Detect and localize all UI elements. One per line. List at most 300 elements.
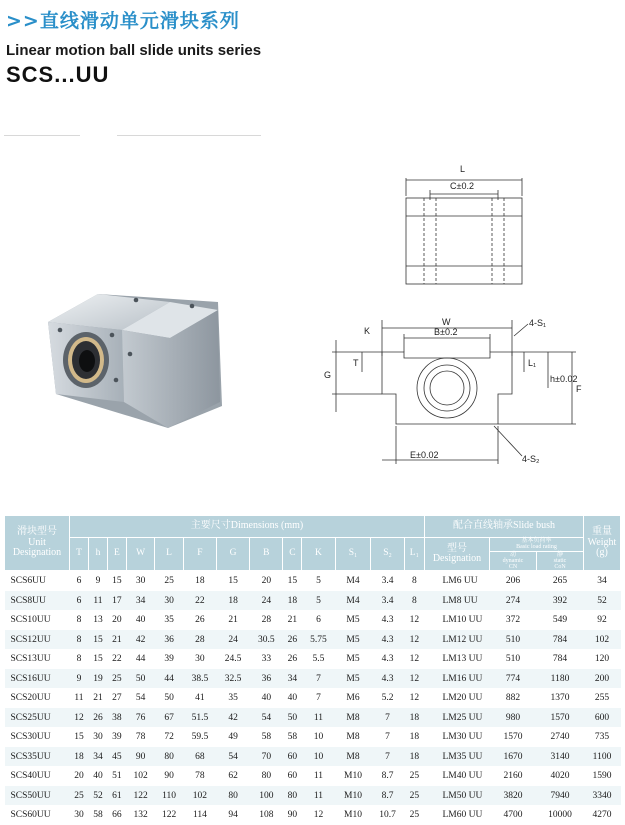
- cell-dyn: 4700: [490, 805, 537, 825]
- cell-k: 7: [302, 669, 335, 689]
- table-row: [5, 571, 621, 591]
- dim-label-L1: L₁: [528, 358, 537, 368]
- cell-w: 132: [126, 805, 154, 825]
- cell-g: 42: [217, 708, 250, 728]
- col-dynamic: [490, 551, 537, 571]
- cell-s2: 3.4: [371, 571, 404, 591]
- cell-l: 110: [155, 786, 183, 806]
- cell-c: 60: [283, 766, 302, 786]
- cell-l: 50: [155, 688, 183, 708]
- col-E: E: [107, 538, 126, 571]
- divider-right: [117, 135, 261, 136]
- dynamic-en: dynamic: [502, 557, 524, 564]
- dim-label-E: E±0.02: [410, 450, 439, 460]
- cell-h: 11: [88, 591, 107, 611]
- cell-weight: 735: [584, 727, 621, 747]
- cell-k: 10: [302, 747, 335, 767]
- cell-e: 39: [107, 727, 126, 747]
- table-row: [5, 591, 621, 611]
- cell-dyn: 372: [490, 610, 537, 630]
- cell-bush: LM6 UU: [425, 571, 490, 591]
- front-view-drawing: [322, 316, 588, 472]
- cell-l1: 25: [404, 805, 424, 825]
- cell-unit: SCS12UU: [5, 630, 70, 650]
- cell-bush: LM8 UU: [425, 591, 490, 611]
- cell-sta: 1570: [537, 708, 584, 728]
- cell-c: 58: [283, 727, 302, 747]
- cell-b: 20: [250, 571, 283, 591]
- cell-t: 6: [70, 591, 89, 611]
- dim-label-h: h±0.02: [550, 374, 578, 384]
- cell-c: 90: [283, 805, 302, 825]
- cell-k: 11: [302, 766, 335, 786]
- cell-k: 5.75: [302, 630, 335, 650]
- cell-f: 28: [183, 630, 216, 650]
- cell-k: 10: [302, 727, 335, 747]
- cell-c: 60: [283, 747, 302, 767]
- load-rating-header: [490, 538, 584, 552]
- cell-l1: 18: [404, 708, 424, 728]
- cell-weight: 120: [584, 649, 621, 669]
- cell-e: 15: [107, 571, 126, 591]
- cell-f: 59.5: [183, 727, 216, 747]
- cell-t: 6: [70, 571, 89, 591]
- cell-weight: 52: [584, 591, 621, 611]
- cell-f: 18: [183, 571, 216, 591]
- cell-l1: 12: [404, 610, 424, 630]
- cell-dyn: 774: [490, 669, 537, 689]
- bush-model-cn: 型号: [447, 542, 467, 554]
- cell-bush: LM30 UU: [425, 727, 490, 747]
- col-T: T: [70, 538, 89, 571]
- cell-w: 30: [126, 571, 154, 591]
- cell-unit: SCS20UU: [5, 688, 70, 708]
- cell-dyn: 882: [490, 688, 537, 708]
- cell-h: 13: [88, 610, 107, 630]
- page-title-cn: >>直线滑动单元滑块系列: [6, 10, 240, 32]
- cell-s2: 10.7: [371, 805, 404, 825]
- cell-sta: 2740: [537, 727, 584, 747]
- cell-unit: SCS13UU: [5, 649, 70, 669]
- dim-label-T: T: [353, 358, 359, 368]
- cell-s1: M5: [335, 649, 371, 669]
- cell-s2: 3.4: [371, 591, 404, 611]
- cell-s2: 7: [371, 727, 404, 747]
- cell-sta: 784: [537, 630, 584, 650]
- cell-k: 11: [302, 708, 335, 728]
- cell-f: 38.5: [183, 669, 216, 689]
- cell-sta: 10000: [537, 805, 584, 825]
- cell-weight: 34: [584, 571, 621, 591]
- spec-table-body: [5, 571, 621, 825]
- cell-c: 21: [283, 610, 302, 630]
- cell-l: 44: [155, 669, 183, 689]
- cell-bush: LM25 UU: [425, 708, 490, 728]
- cell-g: 15: [217, 571, 250, 591]
- cell-weight: 200: [584, 669, 621, 689]
- model-series: SCS...UU: [6, 62, 110, 87]
- cell-e: 17: [107, 591, 126, 611]
- cell-c: 40: [283, 688, 302, 708]
- cell-g: 21: [217, 610, 250, 630]
- page-title-en: Linear motion ball slide units series: [6, 42, 262, 59]
- cell-g: 94: [217, 805, 250, 825]
- col-C: C: [283, 538, 302, 571]
- dim-label-K: K: [364, 326, 371, 336]
- cell-s1: M5: [335, 669, 371, 689]
- cell-l: 90: [155, 766, 183, 786]
- col-weight-header: [584, 516, 621, 571]
- cell-e: 61: [107, 786, 126, 806]
- cell-l: 25: [155, 571, 183, 591]
- cell-weight: 600: [584, 708, 621, 728]
- cell-f: 51.5: [183, 708, 216, 728]
- dim-label-S1: 4-S₁: [529, 318, 547, 328]
- cell-bush: LM20 UU: [425, 688, 490, 708]
- cell-bush: LM13 UU: [425, 649, 490, 669]
- cell-l1: 12: [404, 630, 424, 650]
- dims-group-header: 主要尺寸Dimensions (mm): [70, 516, 425, 538]
- cell-dyn: 274: [490, 591, 537, 611]
- bush-model-en: Designation: [432, 553, 482, 565]
- cell-s1: M10: [335, 805, 371, 825]
- cell-weight: 1100: [584, 747, 621, 767]
- col-unit-en1: Unit: [28, 536, 46, 548]
- cell-c: 80: [283, 786, 302, 806]
- col-F: F: [183, 538, 216, 571]
- cell-s2: 8.7: [371, 786, 404, 806]
- cell-s2: 8.7: [371, 766, 404, 786]
- cell-e: 51: [107, 766, 126, 786]
- col-S2: S₂: [371, 538, 404, 571]
- cell-unit: SCS10UU: [5, 610, 70, 630]
- cell-weight: 4270: [584, 805, 621, 825]
- cell-b: 36: [250, 669, 283, 689]
- dim-label-F: F: [576, 384, 582, 394]
- cell-f: 68: [183, 747, 216, 767]
- cell-e: 27: [107, 688, 126, 708]
- cell-f: 22: [183, 591, 216, 611]
- col-L: L: [155, 538, 183, 571]
- cell-l1: 25: [404, 766, 424, 786]
- col-weight-unit: (g): [596, 547, 608, 559]
- cell-c: 15: [283, 571, 302, 591]
- cell-t: 8: [70, 649, 89, 669]
- cell-k: 5: [302, 571, 335, 591]
- cell-sta: 4020: [537, 766, 584, 786]
- cell-h: 52: [88, 786, 107, 806]
- dim-label-C: C±0.2: [450, 181, 474, 191]
- cell-g: 35: [217, 688, 250, 708]
- cell-l: 80: [155, 747, 183, 767]
- cell-w: 90: [126, 747, 154, 767]
- cell-unit: SCS8UU: [5, 591, 70, 611]
- cell-l: 30: [155, 591, 183, 611]
- table-row: [5, 630, 621, 650]
- cell-h: 19: [88, 669, 107, 689]
- cell-dyn: 206: [490, 571, 537, 591]
- col-unit-cn: 滑块型号: [17, 526, 57, 538]
- static-sym: CoN: [554, 564, 566, 571]
- cell-w: 34: [126, 591, 154, 611]
- cell-h: 30: [88, 727, 107, 747]
- cell-unit: SCS60UU: [5, 805, 70, 825]
- cell-g: 32.5: [217, 669, 250, 689]
- cell-b: 58: [250, 727, 283, 747]
- cell-w: 50: [126, 669, 154, 689]
- table-row: [5, 669, 621, 689]
- cell-l1: 25: [404, 786, 424, 806]
- cell-t: 25: [70, 786, 89, 806]
- cell-e: 20: [107, 610, 126, 630]
- col-bush-model: [425, 538, 490, 571]
- cell-g: 80: [217, 786, 250, 806]
- cell-l1: 12: [404, 649, 424, 669]
- col-L1: L₁: [404, 538, 424, 571]
- cell-e: 25: [107, 669, 126, 689]
- cell-e: 21: [107, 630, 126, 650]
- cell-k: 5.5: [302, 649, 335, 669]
- dim-label-G: G: [324, 370, 332, 380]
- cell-bush: LM60 UU: [425, 805, 490, 825]
- col-h: h: [88, 538, 107, 571]
- cell-h: 15: [88, 630, 107, 650]
- cell-sta: 265: [537, 571, 584, 591]
- cell-f: 41: [183, 688, 216, 708]
- cell-s1: M6: [335, 688, 371, 708]
- cell-sta: 3140: [537, 747, 584, 767]
- cell-b: 70: [250, 747, 283, 767]
- cell-t: 20: [70, 766, 89, 786]
- cell-g: 24: [217, 630, 250, 650]
- cell-e: 45: [107, 747, 126, 767]
- cell-bush: LM10 UU: [425, 610, 490, 630]
- cell-t: 15: [70, 727, 89, 747]
- cell-h: 15: [88, 649, 107, 669]
- cell-sta: 1370: [537, 688, 584, 708]
- cell-dyn: 2160: [490, 766, 537, 786]
- cell-k: 6: [302, 610, 335, 630]
- col-W: W: [126, 538, 154, 571]
- cell-h: 21: [88, 688, 107, 708]
- cell-weight: 92: [584, 610, 621, 630]
- cell-s1: M4: [335, 571, 371, 591]
- cell-c: 34: [283, 669, 302, 689]
- cell-w: 40: [126, 610, 154, 630]
- table-row: [5, 786, 621, 806]
- col-unit-en2: Designation: [12, 547, 62, 559]
- cell-t: 11: [70, 688, 89, 708]
- table-row: [5, 805, 621, 825]
- static-cn: 静: [556, 551, 563, 558]
- cell-t: 30: [70, 805, 89, 825]
- cell-s2: 7: [371, 708, 404, 728]
- cell-sta: 549: [537, 610, 584, 630]
- cell-s2: 4.3: [371, 630, 404, 650]
- cell-sta: 392: [537, 591, 584, 611]
- spec-table: [4, 515, 621, 825]
- cell-s1: M4: [335, 591, 371, 611]
- table-row: [5, 649, 621, 669]
- cell-l1: 18: [404, 747, 424, 767]
- table-row: [5, 766, 621, 786]
- cell-g: 62: [217, 766, 250, 786]
- cell-bush: LM35 UU: [425, 747, 490, 767]
- cell-w: 42: [126, 630, 154, 650]
- cell-w: 76: [126, 708, 154, 728]
- cell-w: 54: [126, 688, 154, 708]
- cell-h: 26: [88, 708, 107, 728]
- cell-t: 8: [70, 630, 89, 650]
- cell-s1: M8: [335, 727, 371, 747]
- cell-g: 49: [217, 727, 250, 747]
- cell-e: 38: [107, 708, 126, 728]
- cell-l1: 8: [404, 591, 424, 611]
- cell-unit: SCS40UU: [5, 766, 70, 786]
- bush-group-header: 配合直线轴承Slide bush: [425, 516, 584, 538]
- cell-k: 12: [302, 805, 335, 825]
- cell-s2: 7: [371, 747, 404, 767]
- cell-t: 18: [70, 747, 89, 767]
- cell-t: 9: [70, 669, 89, 689]
- cell-s1: M10: [335, 766, 371, 786]
- cell-s1: M5: [335, 630, 371, 650]
- cell-s2: 4.3: [371, 649, 404, 669]
- load-rating-cn: 基本负荷率: [521, 538, 552, 544]
- cell-sta: 7940: [537, 786, 584, 806]
- cell-l1: 12: [404, 688, 424, 708]
- cell-l1: 8: [404, 571, 424, 591]
- cell-dyn: 1670: [490, 747, 537, 767]
- cell-h: 58: [88, 805, 107, 825]
- col-K: K: [302, 538, 335, 571]
- cell-weight: 1590: [584, 766, 621, 786]
- cell-l: 67: [155, 708, 183, 728]
- cell-f: 114: [183, 805, 216, 825]
- cell-l: 122: [155, 805, 183, 825]
- cell-l: 35: [155, 610, 183, 630]
- cell-w: 78: [126, 727, 154, 747]
- cell-g: 18: [217, 591, 250, 611]
- cell-weight: 255: [584, 688, 621, 708]
- cell-unit: SCS16UU: [5, 669, 70, 689]
- cell-b: 33: [250, 649, 283, 669]
- col-G: G: [217, 538, 250, 571]
- cell-dyn: 510: [490, 630, 537, 650]
- cell-g: 24.5: [217, 649, 250, 669]
- product-photo: [38, 282, 224, 430]
- cell-l: 72: [155, 727, 183, 747]
- cell-dyn: 510: [490, 649, 537, 669]
- table-row: [5, 708, 621, 728]
- load-rating-en: Basic load rating: [516, 544, 557, 551]
- cell-e: 66: [107, 805, 126, 825]
- top-view-drawing: [372, 156, 542, 296]
- cell-b: 100: [250, 786, 283, 806]
- cell-s1: M5: [335, 610, 371, 630]
- cell-t: 12: [70, 708, 89, 728]
- cell-k: 5: [302, 591, 335, 611]
- cell-unit: SCS30UU: [5, 727, 70, 747]
- cell-f: 30: [183, 649, 216, 669]
- dim-label-S2: 4-S₂: [522, 454, 540, 464]
- cell-c: 26: [283, 630, 302, 650]
- cell-s1: M8: [335, 747, 371, 767]
- cell-s2: 4.3: [371, 610, 404, 630]
- col-unit-header: [5, 516, 70, 571]
- cell-l1: 12: [404, 669, 424, 689]
- cell-c: 18: [283, 591, 302, 611]
- static-en: static: [553, 557, 567, 564]
- cell-unit: SCS25UU: [5, 708, 70, 728]
- cell-h: 40: [88, 766, 107, 786]
- cell-s1: M10: [335, 786, 371, 806]
- cell-w: 102: [126, 766, 154, 786]
- cell-s1: M8: [335, 708, 371, 728]
- cell-b: 40: [250, 688, 283, 708]
- table-row: [5, 727, 621, 747]
- cell-f: 102: [183, 786, 216, 806]
- cell-bush: LM16 UU: [425, 669, 490, 689]
- cell-bush: LM40 UU: [425, 766, 490, 786]
- cell-bush: LM12 UU: [425, 630, 490, 650]
- cell-b: 28: [250, 610, 283, 630]
- cell-unit: SCS6UU: [5, 571, 70, 591]
- dynamic-sym: CN: [508, 564, 518, 571]
- table-row: [5, 747, 621, 767]
- cell-sta: 784: [537, 649, 584, 669]
- dim-label-W: W: [442, 317, 451, 327]
- cell-dyn: 3820: [490, 786, 537, 806]
- cell-weight: 102: [584, 630, 621, 650]
- cell-dyn: 980: [490, 708, 537, 728]
- cell-c: 26: [283, 649, 302, 669]
- cell-weight: 3340: [584, 786, 621, 806]
- dynamic-cn: 动: [509, 551, 516, 558]
- col-S1: S₁: [335, 538, 371, 571]
- cell-sta: 1180: [537, 669, 584, 689]
- cell-s2: 5.2: [371, 688, 404, 708]
- divider-left: [4, 135, 80, 136]
- cell-w: 122: [126, 786, 154, 806]
- cell-w: 44: [126, 649, 154, 669]
- cell-g: 54: [217, 747, 250, 767]
- cell-b: 54: [250, 708, 283, 728]
- cell-bush: LM50 UU: [425, 786, 490, 806]
- col-static: [537, 551, 584, 571]
- cell-b: 30.5: [250, 630, 283, 650]
- cell-b: 24: [250, 591, 283, 611]
- col-weight-cn: 重量: [592, 526, 612, 538]
- table-row: [5, 610, 621, 630]
- cell-e: 22: [107, 649, 126, 669]
- cell-unit: SCS35UU: [5, 747, 70, 767]
- cell-l1: 18: [404, 727, 424, 747]
- cell-s2: 4.3: [371, 669, 404, 689]
- cell-k: 11: [302, 786, 335, 806]
- cell-t: 8: [70, 610, 89, 630]
- col-weight-en: Weight: [587, 536, 617, 548]
- cell-h: 34: [88, 747, 107, 767]
- cell-f: 26: [183, 610, 216, 630]
- cell-f: 78: [183, 766, 216, 786]
- dim-label-B: B±0.2: [434, 327, 458, 337]
- cell-unit: SCS50UU: [5, 786, 70, 806]
- cell-h: 9: [88, 571, 107, 591]
- cell-dyn: 1570: [490, 727, 537, 747]
- cell-l: 36: [155, 630, 183, 650]
- cell-k: 7: [302, 688, 335, 708]
